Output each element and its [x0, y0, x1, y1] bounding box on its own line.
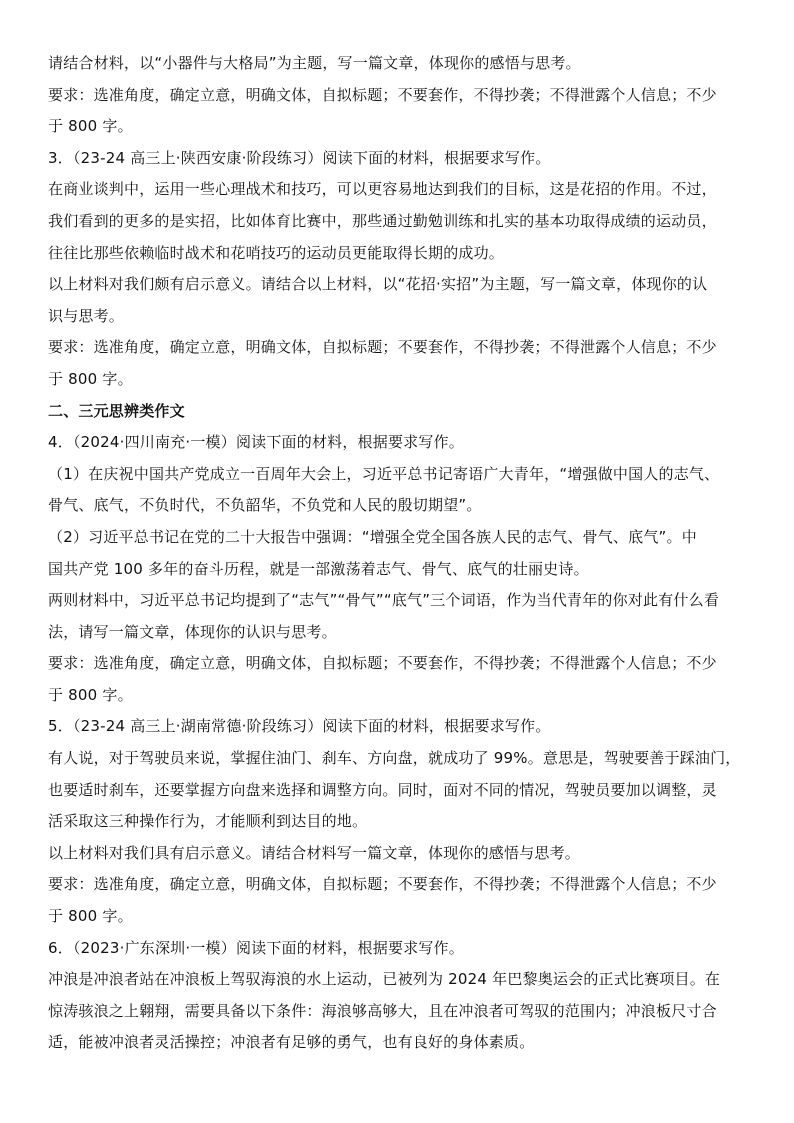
question-heading: 3．（23-24 高三上·陕西安康·阶段练习）阅读下面的材料，根据要求写作。 [48, 148, 551, 167]
question-heading: 6．（2023·广东深圳·一模）阅读下面的材料，根据要求写作。 [48, 938, 464, 957]
text-line: 在商业谈判中，运用一些心理战术和技巧，可以更容易地达到我们的目标，这是花招的作用。不过， [48, 180, 717, 199]
requirement-line: 于 800 字。 [48, 685, 133, 704]
requirement-line: 于 800 字。 [48, 117, 133, 136]
text-line: 法，请写一篇文章，体现你的认识与思考。 [48, 622, 337, 641]
requirement-line: 于 800 字。 [48, 907, 133, 926]
text-line: 骨气、底气，不负时代，不负韶华，不负党和人民的殷切期望”。 [48, 496, 482, 515]
question-heading: 4．（2024·四川南充·一模）阅读下面的材料，根据要求写作。 [48, 433, 464, 452]
text-line: 往往比那些依赖临时战术和花哨技巧的运动员更能取得长期的成功。 [48, 243, 505, 262]
document-page [48, 48, 754, 1059]
section-heading: 二、三元思辨类作文 [48, 401, 185, 420]
text-line: 识与思考。 [48, 306, 125, 325]
text-line: 两则材料中，习近平总书记均提到了“志气”“骨气”“底气”三个词语，作为当代青年的你对此有什么看 [48, 591, 720, 610]
text-line: 以上材料对我们颇有启示意义。请结合以上材料，以“花招·实招”为主题，写一篇文章，体现你的认 [48, 275, 708, 294]
text-line: 也要适时刹车，还要掌握方向盘来选择和调整方向。同时，面对不同的情况，驾驶员要加以调整，灵 [48, 780, 717, 799]
question-heading: 5．（23-24 高三上·湖南常德·阶段练习）阅读下面的材料，根据要求写作。 [48, 717, 551, 736]
text-line: 我们看到的更多的是实招，比如体育比赛中，那些通过勤勉训练和扎实的基本功取得成绩的运动员， [48, 211, 717, 230]
text-line: 有人说，对于驾驶员来说，掌握住油门、刹车、方向盘，就成功了 99%。意思是，驾驶要善于踩油门， [48, 749, 741, 768]
requirement-line: 要求：选准角度，确定立意，明确文体，自拟标题；不要套作，不得抄袭；不得泄露个人信息；不少 [48, 654, 717, 673]
requirement-line: 要求：选准角度，确定立意，明确文体，自拟标题；不要套作，不得抄袭；不得泄露个人信息；不少 [48, 875, 717, 894]
text-line: 冲浪是冲浪者站在冲浪板上驾驭海浪的水上运动，已被列为 2024 年巴黎奥运会的正式比赛项目。在 [48, 970, 721, 989]
text-line: （1）在庆祝中国共产党成立一百周年大会上，习近平总书记寄语广大青年，“增强做中国人的志气、 [48, 464, 720, 483]
text-line: 适，能被冲浪者灵活操控；冲浪者有足够的勇气，也有良好的身体素质。 [48, 1033, 535, 1052]
requirement-line: 要求：选准角度，确定立意，明确文体，自拟标题；不要套作，不得抄袭；不得泄露个人信息；不少 [48, 338, 717, 357]
text-line: 活采取这三种操作行为，才能顺利到达目的地。 [48, 812, 368, 831]
text-line: 国共产党 100 多年的奋斗历程，就是一部激荡着志气、骨气、底气的壮丽史诗。 [48, 559, 589, 578]
text-line: 请结合材料，以“小器件与大格局”为主题，写一篇文章，体现你的感悟与思考。 [48, 54, 581, 72]
text-line: （2）习近平总书记在党的二十大报告中强调：“增强全党全国各族人民的志气、骨气、底气”。中 [48, 527, 697, 546]
requirement-line: 于 800 字。 [48, 369, 133, 388]
text-line: 以上材料对我们具有启示意义。请结合材料写一篇文章，体现你的感悟与思考。 [48, 843, 581, 862]
text-line: 惊涛骇浪之上翱翔，需要具备以下条件：海浪够高够大，且在冲浪者可驾驭的范围内；冲浪板尺寸合 [48, 1001, 717, 1020]
requirement-line: 要求：选准角度，确定立意，明确文体，自拟标题；不要套作，不得抄袭；不得泄露个人信息；不少 [48, 85, 717, 104]
